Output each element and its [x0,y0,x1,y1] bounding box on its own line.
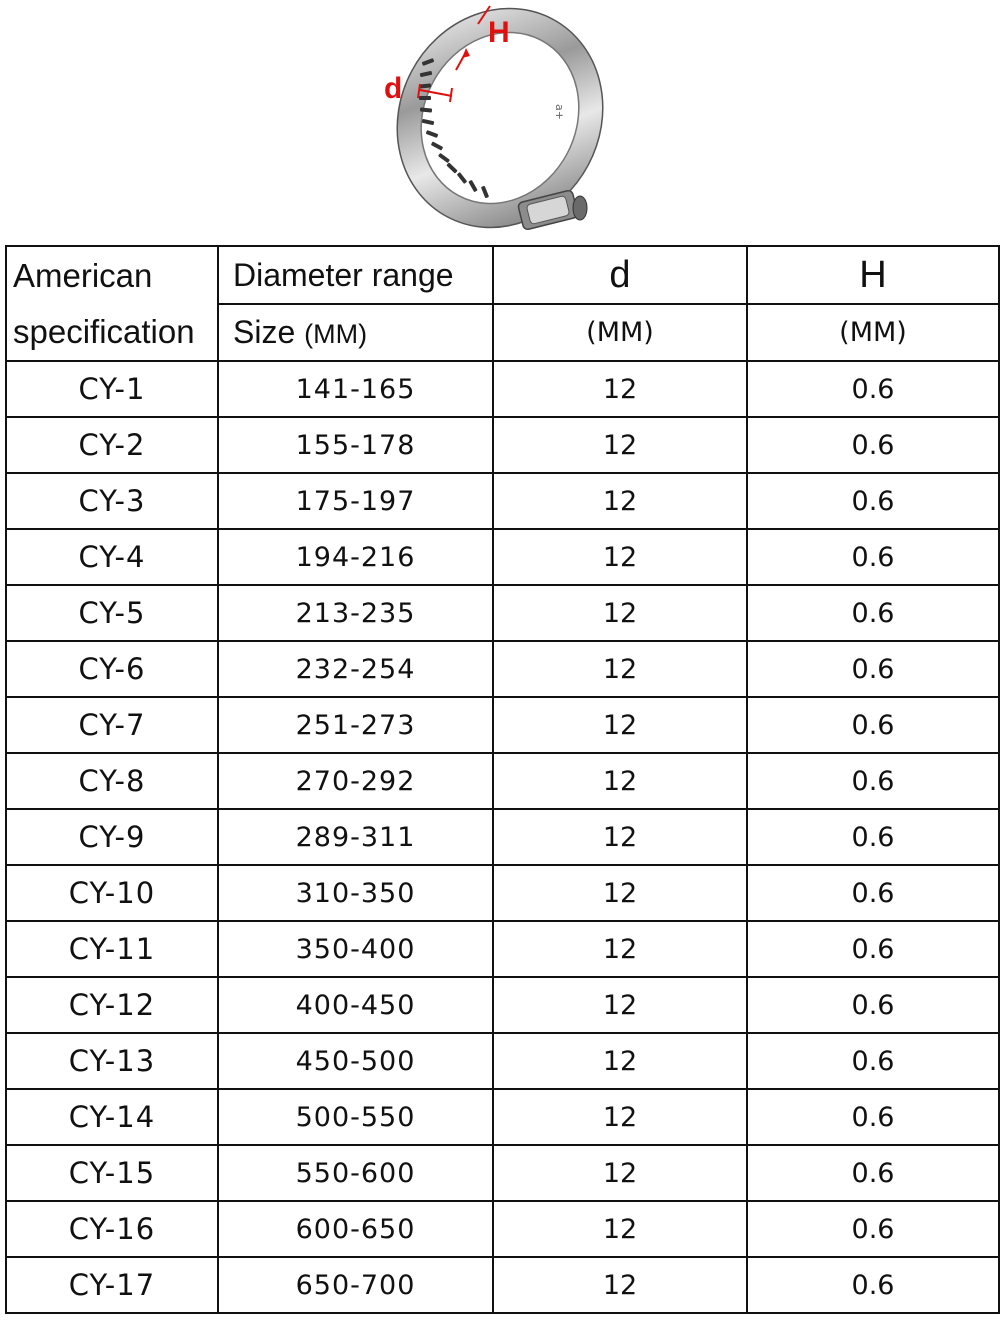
model-cell: CY-13 [6,1033,218,1089]
american-spec-header [6,246,218,361]
size-unit-header [218,304,493,361]
h-cell: 0.6 [747,697,999,753]
table-row [6,1145,999,1201]
d-cell: 12 [493,865,747,921]
american-spec-header-line2: specification [13,313,195,350]
width-dimension-label: d [384,72,403,105]
range-cell: 550-600 [218,1145,493,1201]
d-cell: 12 [493,809,747,865]
diameter-range-header [218,246,493,304]
d-unit-label: (MM) [586,317,654,348]
range-cell: 350-400 [218,921,493,977]
table-row [6,585,999,641]
model-cell: CY-5 [6,585,218,641]
size-header-label: Size [233,314,296,350]
range-cell: 310-350 [218,865,493,921]
h-cell: 0.6 [747,1201,999,1257]
h-header [747,246,999,304]
d-cell: 12 [493,753,747,809]
table-row [6,977,999,1033]
table-row [6,529,999,585]
range-cell: 500-550 [218,1089,493,1145]
h-cell: 0.6 [747,1257,999,1313]
model-cell: CY-12 [6,977,218,1033]
model-cell: CY-15 [6,1145,218,1201]
model-cell: CY-9 [6,809,218,865]
h-cell: 0.6 [747,473,999,529]
d-header [493,246,747,304]
range-cell: 650-700 [218,1257,493,1313]
table-row [6,473,999,529]
d-cell: 12 [493,1089,747,1145]
model-cell: CY-16 [6,1201,218,1257]
d-cell: 12 [493,585,747,641]
d-cell: 12 [493,697,747,753]
model-cell: CY-11 [6,921,218,977]
h-cell: 0.6 [747,641,999,697]
model-cell: CY-1 [6,361,218,417]
model-cell: CY-6 [6,641,218,697]
table-row [6,865,999,921]
range-cell: 251-273 [218,697,493,753]
range-cell: 175-197 [218,473,493,529]
table-row [6,1033,999,1089]
d-cell: 12 [493,1033,747,1089]
range-cell: 289-311 [218,809,493,865]
h-cell: 0.6 [747,1033,999,1089]
h-unit-label: (MM) [839,317,907,348]
height-dimension-label: H [488,16,510,49]
range-cell: 270-292 [218,753,493,809]
d-cell: 12 [493,1201,747,1257]
d-cell: 12 [493,977,747,1033]
h-cell: 0.6 [747,361,999,417]
specification-table [5,245,1000,1314]
h-header-label: H [859,253,887,296]
range-cell: 450-500 [218,1033,493,1089]
header-row-top [6,246,999,304]
hose-clamp-diagram [360,0,620,245]
h-cell: 0.6 [747,1145,999,1201]
model-cell: CY-14 [6,1089,218,1145]
range-cell: 600-650 [218,1201,493,1257]
h-cell: 0.6 [747,753,999,809]
range-cell: 141-165 [218,361,493,417]
range-cell: 194-216 [218,529,493,585]
range-cell: 213-235 [218,585,493,641]
h-cell: 0.6 [747,417,999,473]
d-cell: 12 [493,473,747,529]
table-row [6,809,999,865]
table-row [6,417,999,473]
h-cell: 0.6 [747,921,999,977]
h-cell: 0.6 [747,977,999,1033]
h-cell: 0.6 [747,865,999,921]
d-cell: 12 [493,417,747,473]
range-cell: 400-450 [218,977,493,1033]
table-row [6,753,999,809]
h-cell: 0.6 [747,529,999,585]
model-cell: CY-10 [6,865,218,921]
table-row [6,1257,999,1313]
range-cell: 155-178 [218,417,493,473]
model-cell: CY-2 [6,417,218,473]
h-unit-header [747,304,999,361]
model-cell: CY-8 [6,753,218,809]
d-unit-header [493,304,747,361]
table-row [6,697,999,753]
d-header-label: d [609,253,631,296]
table-row [6,361,999,417]
d-cell: 12 [493,921,747,977]
diameter-range-header-label: Diameter range [233,256,454,293]
d-cell: 12 [493,1145,747,1201]
model-cell: CY-7 [6,697,218,753]
h-cell: 0.6 [747,809,999,865]
svg-text:a+: a+ [553,104,566,120]
american-spec-header-line1: American [13,257,153,294]
range-cell: 232-254 [218,641,493,697]
model-cell: CY-3 [6,473,218,529]
h-cell: 0.6 [747,1089,999,1145]
size-unit-label: (MM) [304,319,368,349]
table-row [6,1201,999,1257]
d-cell: 12 [493,529,747,585]
d-cell: 12 [493,641,747,697]
model-cell: CY-4 [6,529,218,585]
table-row [6,1089,999,1145]
h-cell: 0.6 [747,585,999,641]
table-row [6,641,999,697]
d-cell: 12 [493,1257,747,1313]
d-cell: 12 [493,361,747,417]
model-cell: CY-17 [6,1257,218,1313]
table-row [6,921,999,977]
